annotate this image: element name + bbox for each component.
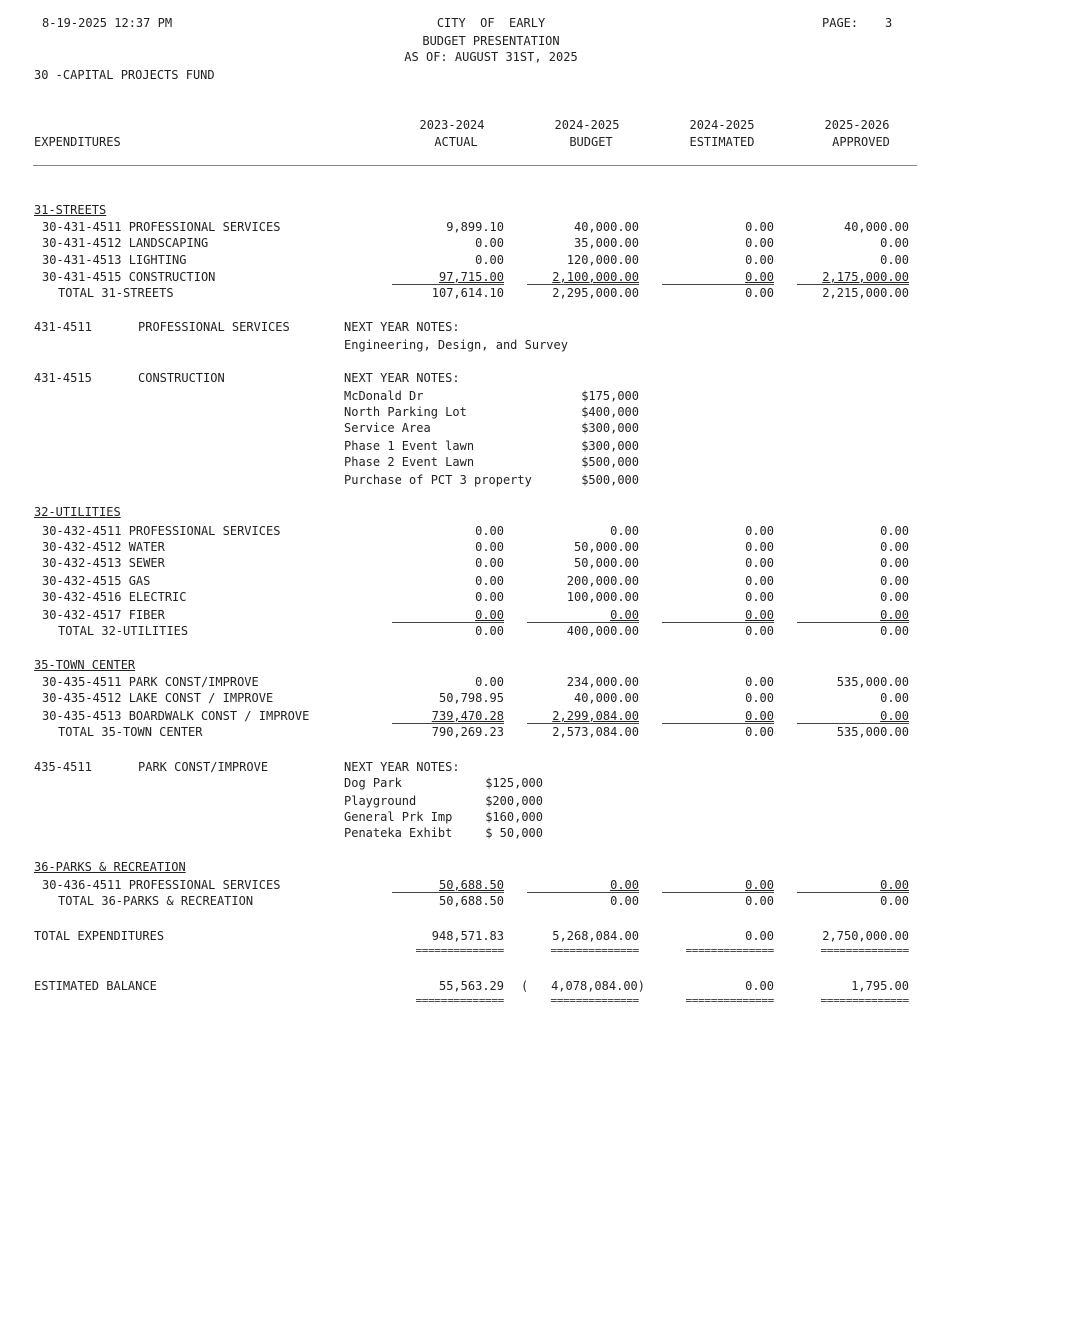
total-approved: 0.00 bbox=[880, 624, 909, 638]
row-label: 30-432-4511 PROFESSIONAL SERVICES bbox=[42, 524, 281, 538]
cell-estimated: 0.00 bbox=[745, 691, 774, 705]
col2-type: BUDGET bbox=[569, 135, 613, 149]
total-exp-estimated: 0.00 bbox=[745, 929, 774, 943]
cell-estimated: 0.00 bbox=[745, 220, 774, 234]
total-exp-actual: 948,571.83 bbox=[431, 929, 504, 943]
cell-approved: 0.00 bbox=[880, 709, 909, 723]
total-label: TOTAL 36-PARKS & RECREATION bbox=[58, 894, 254, 908]
cell-estimated: 0.00 bbox=[745, 675, 774, 689]
note-item: North Parking Lot bbox=[344, 405, 467, 419]
cell-actual: 9,899.10 bbox=[446, 220, 504, 234]
note-item: Purchase of PCT 3 property bbox=[344, 473, 532, 487]
double-rule: ============== bbox=[820, 944, 909, 957]
total-actual: 107,614.10 bbox=[431, 286, 504, 300]
cell-actual: 0.00 bbox=[475, 608, 504, 622]
subtotal-line bbox=[662, 892, 774, 893]
col1-type: ACTUAL bbox=[434, 135, 478, 149]
cell-estimated: 0.00 bbox=[745, 556, 774, 570]
cell-budget: 0.00 bbox=[610, 524, 639, 538]
cell-approved: 0.00 bbox=[880, 253, 909, 267]
balance-actual: 55,563.29 bbox=[438, 979, 504, 993]
section-title: 36-PARKS & RECREATION bbox=[34, 860, 186, 874]
row-label: 30-431-4512 LANDSCAPING bbox=[42, 236, 209, 250]
total-estimated: 0.00 bbox=[745, 894, 774, 908]
note-item: Penateka Exhibt bbox=[344, 826, 453, 840]
cell-estimated: 0.00 bbox=[745, 524, 774, 538]
report-datetime: 8-19-2025 12:37 PM bbox=[42, 16, 173, 30]
cell-estimated: 0.00 bbox=[745, 253, 774, 267]
fund-name: 30 -CAPITAL PROJECTS FUND bbox=[34, 68, 215, 82]
cell-approved: 0.00 bbox=[880, 540, 909, 554]
note-amount: $300,000 bbox=[581, 439, 639, 453]
row-label: 30-431-4515 CONSTRUCTION bbox=[42, 270, 216, 284]
subtotal-line bbox=[797, 622, 909, 623]
note-item: Service Area bbox=[344, 421, 431, 435]
note-amount: $400,000 bbox=[581, 405, 639, 419]
col3-type: ESTIMATED bbox=[689, 135, 755, 149]
cell-budget: 0.00 bbox=[610, 608, 639, 622]
total-approved: 0.00 bbox=[880, 894, 909, 908]
row-label: 30-432-4515 GAS bbox=[42, 574, 151, 588]
cell-estimated: 0.00 bbox=[745, 236, 774, 250]
cell-approved: 0.00 bbox=[880, 574, 909, 588]
total-exp-approved: 2,750,000.00 bbox=[822, 929, 909, 943]
note-item: General Prk Imp bbox=[344, 810, 453, 824]
estimated-balance-label: ESTIMATED BALANCE bbox=[34, 979, 157, 993]
note-item: Dog Park bbox=[344, 776, 402, 790]
total-estimated: 0.00 bbox=[745, 624, 774, 638]
col4-type: APPROVED bbox=[832, 135, 890, 149]
col3-year: 2024-2025 bbox=[689, 118, 755, 132]
total-approved: 2,215,000.00 bbox=[822, 286, 909, 300]
cell-budget: 2,100,000.00 bbox=[552, 270, 639, 284]
cell-budget: 234,000.00 bbox=[566, 675, 639, 689]
note-item: Phase 1 Event lawn bbox=[344, 439, 475, 453]
row-label: 30-432-4517 FIBER bbox=[42, 608, 165, 622]
cell-estimated: 0.00 bbox=[745, 878, 774, 892]
note-heading: NEXT YEAR NOTES: bbox=[344, 760, 460, 774]
note-code: 431-4515 bbox=[34, 371, 92, 385]
section-title: 31-STREETS bbox=[34, 203, 107, 217]
row-label: 30-435-4513 BOARDWALK CONST / IMPROVE bbox=[42, 709, 310, 723]
cell-approved: 0.00 bbox=[880, 556, 909, 570]
note-amount: $300,000 bbox=[581, 421, 639, 435]
cell-estimated: 0.00 bbox=[745, 270, 774, 284]
subtotal-line bbox=[797, 892, 909, 893]
cell-budget: 40,000.00 bbox=[573, 220, 639, 234]
page-number: 3 bbox=[885, 16, 893, 30]
cell-actual: 97,715.00 bbox=[438, 270, 504, 284]
row-label: 30-435-4512 LAKE CONST / IMPROVE bbox=[42, 691, 274, 705]
row-label: 30-435-4511 PARK CONST/IMPROVE bbox=[42, 675, 259, 689]
double-rule: ============== bbox=[685, 994, 774, 1007]
subtotal-line bbox=[662, 284, 774, 285]
cell-budget: 35,000.00 bbox=[573, 236, 639, 250]
cell-budget: 120,000.00 bbox=[566, 253, 639, 267]
subtotal-line bbox=[797, 284, 909, 285]
cell-actual: 0.00 bbox=[475, 524, 504, 538]
cell-budget: 2,299,084.00 bbox=[552, 709, 639, 723]
cell-approved: 0.00 bbox=[880, 608, 909, 622]
subtotal-line bbox=[797, 723, 909, 724]
cell-budget: 100,000.00 bbox=[566, 590, 639, 604]
balance-budget: 4,078,084.00) bbox=[551, 979, 645, 993]
row-label: 30-431-4513 LIGHTING bbox=[42, 253, 187, 267]
cell-approved: 0.00 bbox=[880, 590, 909, 604]
subtotal-line bbox=[527, 284, 639, 285]
subtotal-line bbox=[527, 622, 639, 623]
subtotal-line bbox=[392, 723, 504, 724]
subtotal-line bbox=[662, 723, 774, 724]
double-rule: ============== bbox=[415, 994, 504, 1007]
total-expenditures-label: TOTAL EXPENDITURES bbox=[34, 929, 165, 943]
double-rule: ============== bbox=[820, 994, 909, 1007]
cell-budget: 40,000.00 bbox=[573, 691, 639, 705]
double-rule: ============== bbox=[415, 944, 504, 957]
cell-actual: 0.00 bbox=[475, 590, 504, 604]
row-label: 30-436-4511 PROFESSIONAL SERVICES bbox=[42, 878, 281, 892]
cell-approved: 40,000.00 bbox=[843, 220, 909, 234]
section-title: 35-TOWN CENTER bbox=[34, 658, 136, 672]
cell-approved: 0.00 bbox=[880, 524, 909, 538]
subtotal-line bbox=[527, 723, 639, 724]
subtotal-line bbox=[392, 892, 504, 893]
cell-actual: 0.00 bbox=[475, 574, 504, 588]
col4-year: 2025-2026 bbox=[824, 118, 890, 132]
double-rule: ============== bbox=[550, 994, 639, 1007]
total-label: TOTAL 32-UTILITIES bbox=[58, 624, 189, 638]
page-label: PAGE: bbox=[822, 16, 859, 30]
cell-approved: 0.00 bbox=[880, 691, 909, 705]
cell-estimated: 0.00 bbox=[745, 574, 774, 588]
note-heading: NEXT YEAR NOTES: bbox=[344, 371, 460, 385]
note-amount: $160,000 bbox=[485, 810, 543, 824]
total-budget: 2,295,000.00 bbox=[552, 286, 639, 300]
note-code: 431-4511 bbox=[34, 320, 92, 334]
total-actual: 790,269.23 bbox=[431, 725, 504, 739]
note-amount: $500,000 bbox=[581, 455, 639, 469]
note-item: Phase 2 Event Lawn bbox=[344, 455, 475, 469]
subtotal-line bbox=[662, 622, 774, 623]
cell-budget: 200,000.00 bbox=[566, 574, 639, 588]
note-text: Engineering, Design, and Survey bbox=[344, 338, 568, 352]
note-desc: PROFESSIONAL SERVICES bbox=[138, 320, 290, 334]
row-label: 30-432-4516 ELECTRIC bbox=[42, 590, 187, 604]
cell-estimated: 0.00 bbox=[745, 608, 774, 622]
cell-estimated: 0.00 bbox=[745, 590, 774, 604]
cell-budget: 50,000.00 bbox=[573, 556, 639, 570]
cell-approved: 0.00 bbox=[880, 236, 909, 250]
note-code: 435-4511 bbox=[34, 760, 92, 774]
cell-approved: 0.00 bbox=[880, 878, 909, 892]
cell-estimated: 0.00 bbox=[745, 709, 774, 723]
double-rule: ============== bbox=[550, 944, 639, 957]
note-item: Playground bbox=[344, 794, 417, 808]
cell-budget: 50,000.00 bbox=[573, 540, 639, 554]
col1-year: 2023-2024 bbox=[419, 118, 485, 132]
balance-estimated: 0.00 bbox=[745, 979, 774, 993]
total-label: TOTAL 31-STREETS bbox=[58, 286, 174, 300]
balance-approved: 1,795.00 bbox=[851, 979, 909, 993]
total-exp-budget: 5,268,084.00 bbox=[552, 929, 639, 943]
total-actual: 0.00 bbox=[475, 624, 504, 638]
note-amount: $125,000 bbox=[485, 776, 543, 790]
col2-year: 2024-2025 bbox=[554, 118, 620, 132]
note-amount: $500,000 bbox=[581, 473, 639, 487]
note-amount: $175,000 bbox=[581, 389, 639, 403]
report-as-of: AS OF: AUGUST 31ST, 2025 bbox=[404, 50, 578, 64]
subtotal-line bbox=[392, 622, 504, 623]
note-heading: NEXT YEAR NOTES: bbox=[344, 320, 460, 334]
row-label: 30-431-4511 PROFESSIONAL SERVICES bbox=[42, 220, 281, 234]
section-header: EXPENDITURES bbox=[34, 135, 121, 149]
note-amount: $ 50,000 bbox=[485, 826, 543, 840]
total-estimated: 0.00 bbox=[745, 725, 774, 739]
cell-approved: 2,175,000.00 bbox=[822, 270, 909, 284]
negative-paren: ( bbox=[521, 979, 529, 993]
cell-budget: 0.00 bbox=[610, 878, 639, 892]
note-amount: $200,000 bbox=[485, 794, 543, 808]
row-label: 30-432-4513 SEWER bbox=[42, 556, 165, 570]
double-rule: ============== bbox=[685, 944, 774, 957]
subtotal-line bbox=[392, 284, 504, 285]
cell-actual: 50,798.95 bbox=[438, 691, 504, 705]
city-name: CITY OF EARLY bbox=[436, 16, 546, 30]
cell-actual: 0.00 bbox=[475, 675, 504, 689]
section-title: 32-UTILITIES bbox=[34, 505, 121, 519]
row-label: 30-432-4512 WATER bbox=[42, 540, 165, 554]
cell-actual: 739,470.28 bbox=[431, 709, 504, 723]
subtotal-line bbox=[527, 892, 639, 893]
report-title: BUDGET PRESENTATION bbox=[422, 34, 560, 48]
cell-actual: 0.00 bbox=[475, 253, 504, 267]
total-estimated: 0.00 bbox=[745, 286, 774, 300]
total-budget: 2,573,084.00 bbox=[552, 725, 639, 739]
cell-approved: 535,000.00 bbox=[836, 675, 909, 689]
cell-actual: 50,688.50 bbox=[438, 878, 504, 892]
cell-actual: 0.00 bbox=[475, 540, 504, 554]
total-approved: 535,000.00 bbox=[836, 725, 909, 739]
header-rule bbox=[33, 165, 917, 166]
total-actual: 50,688.50 bbox=[438, 894, 504, 908]
total-label: TOTAL 35-TOWN CENTER bbox=[58, 725, 203, 739]
cell-actual: 0.00 bbox=[475, 236, 504, 250]
note-item: McDonald Dr bbox=[344, 389, 424, 403]
total-budget: 400,000.00 bbox=[566, 624, 639, 638]
note-desc: PARK CONST/IMPROVE bbox=[138, 760, 269, 774]
cell-actual: 0.00 bbox=[475, 556, 504, 570]
cell-estimated: 0.00 bbox=[745, 540, 774, 554]
total-budget: 0.00 bbox=[610, 894, 639, 908]
note-desc: CONSTRUCTION bbox=[138, 371, 225, 385]
